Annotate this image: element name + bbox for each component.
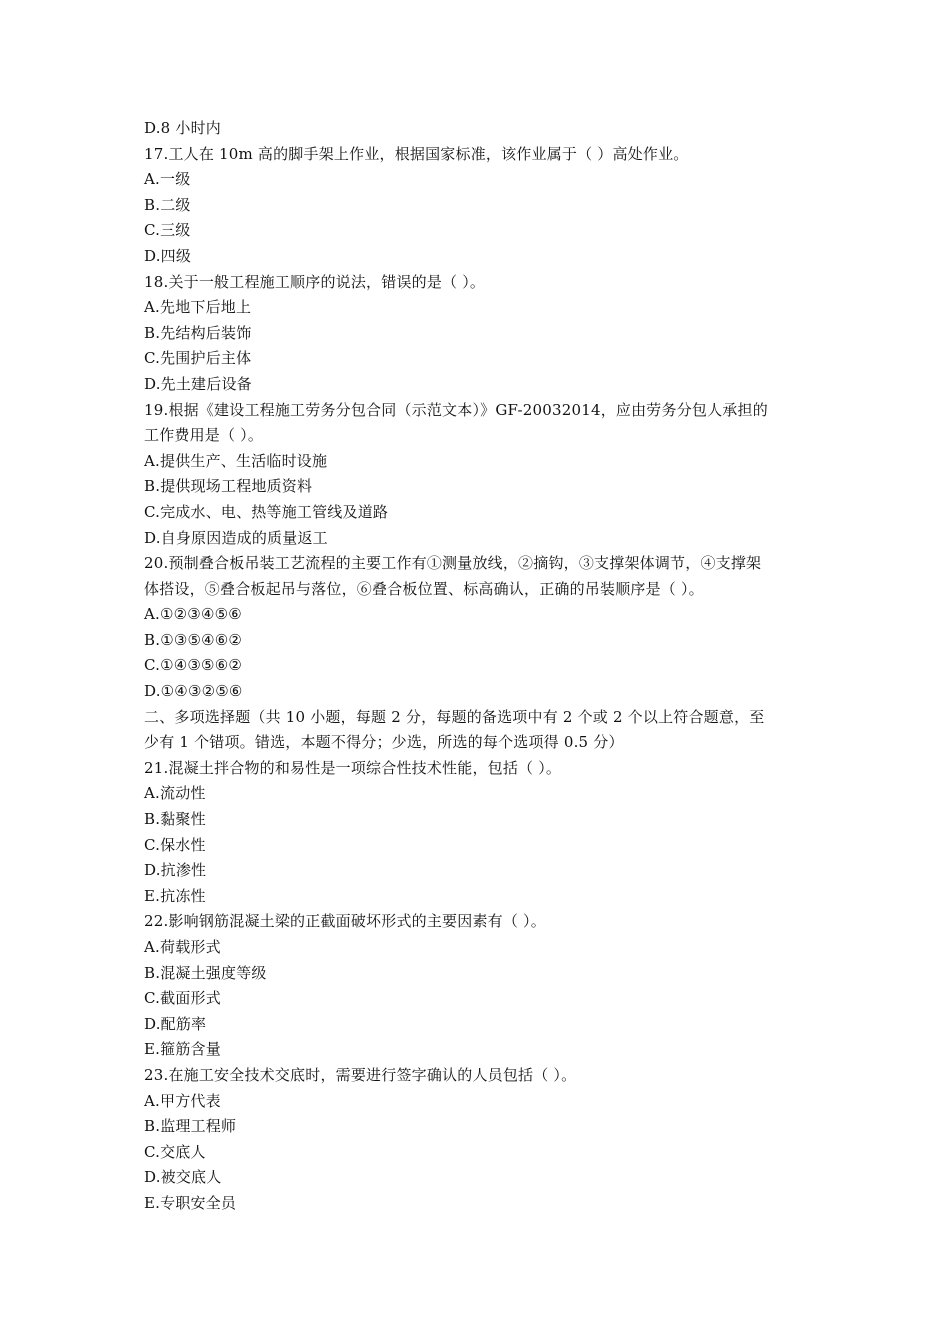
option-e-q23: E.专职安全员 (144, 1193, 237, 1212)
option-b-q22: B.混凝土强度等级 (144, 963, 267, 982)
question-19-line-1: 19.根据《建设工程施工劳务分包合同（示范文本）》GF-20032014，应由劳务分包人承担的 (144, 400, 768, 419)
option-c-q18: C.先围护后主体 (144, 349, 252, 368)
option-d-q23: D.被交底人 (144, 1168, 222, 1187)
question-20-line-2: 体搭设，⑤叠合板起吊与落位，⑥叠合板位置、标高确认，正确的吊装顺序是（ ）。 (144, 579, 704, 598)
question-19-line-2: 工作费用是（ ）。 (144, 426, 264, 445)
question-20-line-1: 20.预制叠合板吊装工艺流程的主要工作有①测量放线，②摘钩，③支撑架体调节，④支撑架 (144, 554, 762, 573)
option-d-q19: D.自身原因造成的质量返工 (144, 528, 328, 547)
option-c-q17: C.三级 (144, 221, 191, 240)
option-b-q23: B.监理工程师 (144, 1117, 237, 1136)
section-heading-line-1: 二、多项选择题（共 10 小题，每题 2 分，每题的备选项中有 2 个或 2 个以上符合题意，至 (144, 707, 765, 726)
option-b-q18: B.先结构后装饰 (144, 323, 252, 342)
question-23: 23.在施工安全技术交底时，需要进行签字确认的人员包括（ ）。 (144, 1065, 577, 1084)
option-d-q17: D.四级 (144, 246, 192, 265)
question-21: 21.混凝土拌合物的和易性是一项综合性技术性能，包括（ ）。 (144, 758, 562, 777)
option-d-q20: D.①④③②⑤⑥ (144, 682, 243, 701)
question-18: 18.关于一般工程施工顺序的说法，错误的是（ ）。 (144, 272, 486, 291)
option-d-q22: D.配筋率 (144, 1014, 207, 1033)
option-c-q19: C.完成水、电、热等施工管线及道路 (144, 502, 389, 521)
option-a-q22: A.荷载形式 (144, 938, 221, 956)
option-e-q21: E.抗冻性 (144, 886, 206, 905)
option-c-q23: C.交底人 (144, 1142, 206, 1161)
option-e-q22: E.箍筋含量 (144, 1040, 221, 1059)
question-17: 17.工人在 10m 高的脚手架上作业，根据国家标准，该作业属于（ ）高处作业。 (144, 144, 689, 163)
option-a-q19: A.提供生产、生活临时设施 (144, 451, 328, 470)
option-b-q17: B.二级 (144, 195, 191, 214)
option-d-q21: D.抗渗性 (144, 861, 207, 880)
option-c-q22: C.截面形式 (144, 989, 221, 1008)
option-c-q20: C.①④③⑤⑥② (144, 656, 242, 675)
option-d-q16: D.8 小时内 (144, 119, 221, 137)
option-a-q18: A.先地下后地上 (144, 298, 252, 317)
question-22: 22.影响钢筋混凝土梁的正截面破坏形式的主要因素有（ ）。 (144, 912, 546, 931)
option-a-q21: A.流动性 (144, 784, 206, 803)
option-a-q23: A.甲方代表 (144, 1091, 221, 1110)
document-body (144, 116, 844, 1217)
option-b-q19: B.提供现场工程地质资料 (144, 477, 313, 496)
section-heading-line-2: 少有 1 个错项。错选，本题不得分；少选，所选的每个选项得 0.5 分） (144, 733, 624, 752)
option-a-q17: A.一级 (144, 170, 191, 189)
option-d-q18: D.先土建后设备 (144, 374, 252, 393)
option-b-q20: B.①③⑤④⑥② (144, 630, 243, 649)
option-a-q20: A.①②③④⑤⑥ (144, 605, 242, 624)
option-c-q21: C.保水性 (144, 835, 206, 854)
option-b-q21: B.黏聚性 (144, 810, 206, 829)
